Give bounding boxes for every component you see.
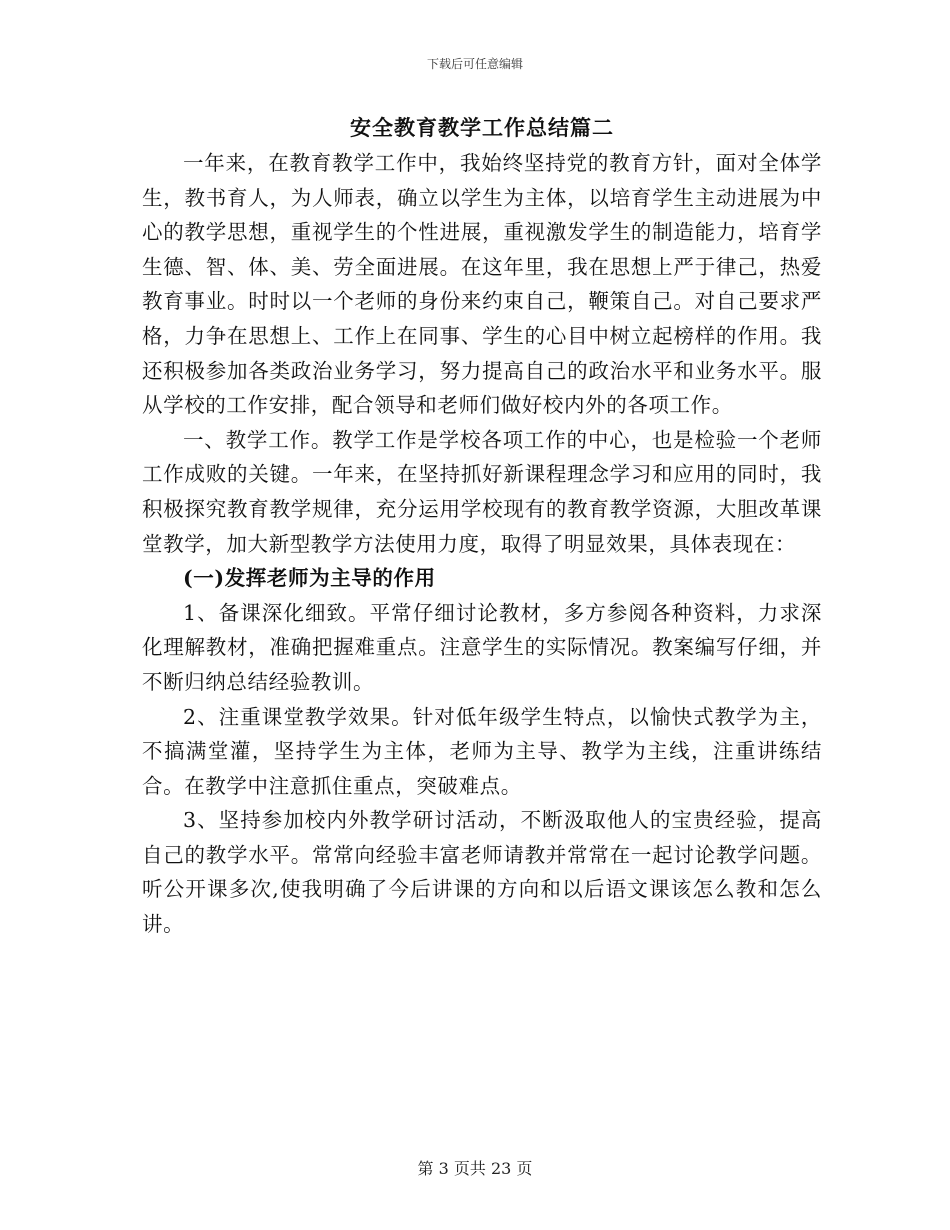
- document-title: 安全教育教学工作总结篇二: [350, 115, 614, 140]
- section-subheading: (一)发挥老师为主导的作用: [183, 566, 436, 591]
- list-item-lesson-prep: 1、备课深化细致。平常仔细讨论教材，多方参阅各种资料，力求深化理解教材，准确把握难重点。注意学生的实际情况。教案编写仔细，并不断归纳总结经验教训。: [142, 600, 822, 694]
- paragraph-teaching-work: 一、教学工作。教学工作是学校各项工作的中心，也是检验一个老师工作成败的关键。一年来，在坚持抓好新课程理念学习和应用的同时，我积极探究教育教学规律，充分运用学校现有的教育教学资源，大胆改革课堂教学，加大新型教学方法使用力度，取得了明显效果，具体表现在：: [142, 427, 822, 556]
- paragraph-intro: 一年来，在教育教学工作中，我始终坚持党的教育方针，面对全体学生，教书育人，为人师表，确立以学生为主体，以培育学生主动进展为中心的教学思想，重视学生的个性进展，重视激发学生的制造能力，培育学生德、智、体、美、劳全面进展。在这年里，我在思想上严于律己，热爱教育事业。时时以一个老师的身份来约束自己，鞭策自己。对自己要求严格，力争在思想上、工作上在同事、学生的心目中树立起榜样的作用。我还积极参加各类政治业务学习，努力提高自己的政治水平和业务水平。服从学校的工作安排，配合领导和老师们做好校内外的各项工作。: [142, 151, 822, 418]
- list-item-classroom-effect: 2、注重课堂教学效果。针对低年级学生特点，以愉快式教学为主，不搞满堂灌，坚持学生为主体，老师为主导、教学为主线，注重讲练结合。在教学中注意抓住重点，突破难点。: [142, 704, 822, 798]
- page-number: 第 3 页共 23 页: [417, 1159, 533, 1178]
- document-body: [142, 110, 822, 942]
- header-note: 下载后可任意编辑: [426, 57, 523, 71]
- list-item-research-activities: 3、坚持参加校内外教学研讨活动，不断汲取他人的宝贵经验，提高自己的教学水平。常常向经验丰富老师请教并常常在一起讨论教学问题。听公开课多次,使我明确了今后讲课的方向和以后语文课该怎么教和怎么讲。: [142, 808, 822, 937]
